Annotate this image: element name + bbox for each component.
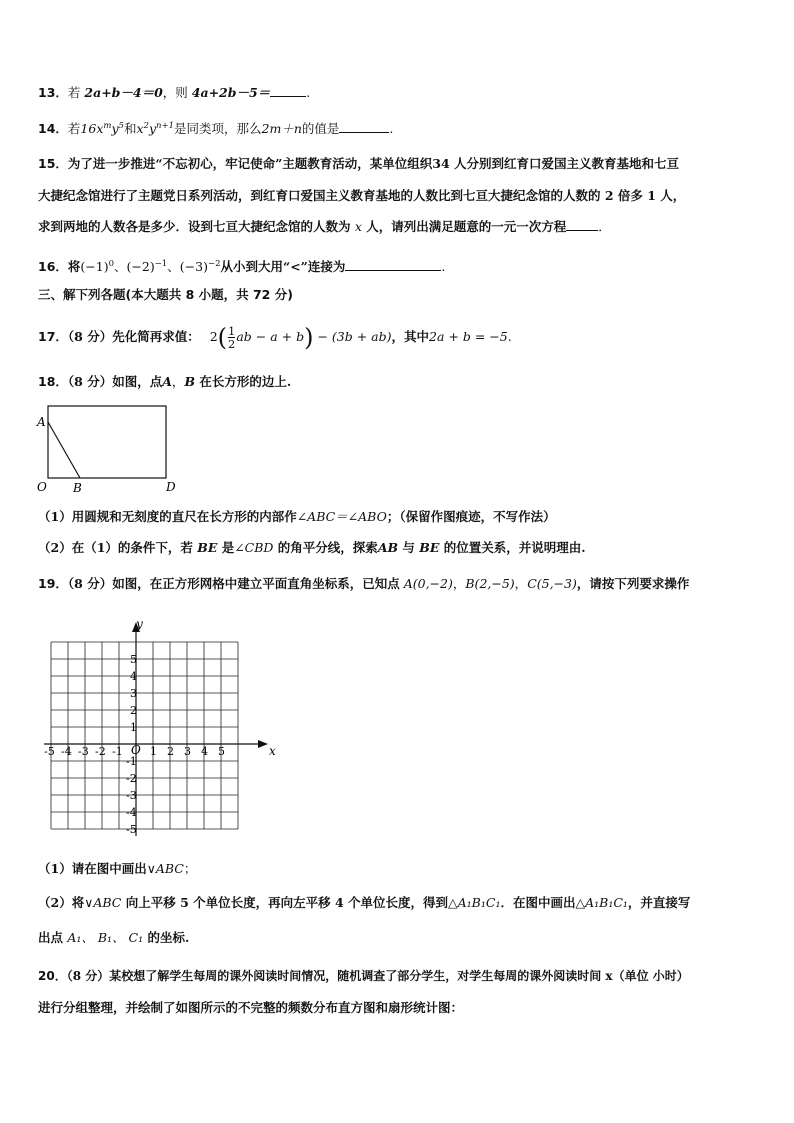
- question-number: 20．: [38, 969, 67, 983]
- expression: ∠CBD: [234, 540, 274, 555]
- answer-blank[interactable]: [270, 84, 306, 97]
- separator: ，: [171, 374, 185, 389]
- question-18: [38, 374, 291, 390]
- expression: ∠ABC＝∠ABO: [296, 509, 387, 524]
- text: （1）用圆规和无刻度的直尺在长方形的内部作: [38, 509, 297, 524]
- question-number: 13．: [38, 85, 68, 100]
- text: 向上平移 5 个单位长度，再向左平移 4 个单位长度，得到: [121, 895, 449, 910]
- section-heading: 三、解下列各题(本大题共 8 小题，共 72 分): [38, 287, 293, 302]
- y-tick-label: 4: [130, 670, 137, 683]
- text: 为了进一步推进“不忘初心，牢记使命”主题教育活动，某单位组织34 人分别到红育口爱国主义教育基地和七亘: [67, 156, 680, 171]
- y-tick-label: -1: [126, 755, 137, 768]
- expression: BE: [419, 540, 440, 555]
- y-tick-label: -3: [126, 789, 137, 802]
- question-18-part-1: [38, 509, 556, 525]
- expression: 4a+2b－5＝: [191, 85, 271, 100]
- expression: 2m＋n: [261, 121, 302, 137]
- denominator: 2: [228, 337, 236, 351]
- text: 进行分组整理，并绘制了如图所示的不完整的频数分布直方图和扇形统计图：: [38, 1000, 464, 1015]
- text: 的角平分线，探索: [273, 540, 378, 555]
- text: （1）请在图中画出: [38, 861, 147, 876]
- text: ，其中: [391, 329, 430, 344]
- triangle-notation: ∨ABC: [84, 895, 122, 910]
- text: ．: [598, 219, 611, 234]
- paren-right: ): [304, 323, 314, 352]
- question-18-part-2: [38, 540, 586, 556]
- x-tick-label: 1: [150, 745, 157, 758]
- expression: AB: [377, 540, 399, 555]
- text: （8 分）先化简再求值：: [67, 329, 200, 344]
- power-base: (−2): [126, 259, 155, 275]
- coefficient: 2: [209, 329, 218, 344]
- x-axis-arrow: [258, 740, 268, 748]
- points: A₁、 B₁、 C₁: [67, 930, 144, 945]
- question-19-part-2: [38, 895, 690, 911]
- text: ．在图中画出: [500, 895, 576, 910]
- question-15-line-3: [38, 218, 611, 235]
- term-base: y: [111, 121, 119, 137]
- x-tick-label: 4: [201, 745, 208, 758]
- text: 和: [123, 121, 137, 137]
- question-15-line-2: [38, 188, 685, 204]
- text: .: [389, 121, 394, 137]
- y-tick-label: 1: [130, 721, 137, 734]
- question-number: 17．: [38, 329, 68, 344]
- separator: ，: [514, 576, 528, 591]
- y-tick-label: 3: [130, 687, 137, 700]
- text: 若: [67, 85, 85, 100]
- label-A: A: [37, 415, 46, 429]
- x-tick-label: 3: [184, 745, 191, 758]
- text: .: [306, 85, 311, 100]
- question-17: [38, 323, 512, 352]
- question-19-part-1: [38, 861, 196, 877]
- y-tick-label: -2: [126, 772, 137, 785]
- fraction: [228, 325, 235, 350]
- origin-label: O: [131, 743, 141, 757]
- x-tick-label: -1: [112, 745, 123, 758]
- triangle-notation: △A₁B₁C₁: [448, 895, 501, 910]
- text: 在长方形的边上.: [195, 374, 292, 389]
- text: .: [507, 329, 512, 344]
- exponent: −2: [207, 259, 221, 269]
- text: 的值是: [301, 121, 340, 137]
- label-B: B: [73, 481, 82, 495]
- question-15-line-1: [38, 156, 679, 172]
- text: ，则: [162, 85, 192, 100]
- text: 是同类项，那么: [174, 121, 262, 137]
- text: 若: [67, 121, 81, 137]
- exponent: −1: [154, 259, 168, 269]
- text: 大捷纪念馆进行了主题党日系列活动，到红育口爱国主义教育基地的人数比到七亘大捷纪念馆的人数的 2 倍多 1 人，: [38, 188, 686, 203]
- text: .: [441, 259, 446, 275]
- text: （8 分）某校想了解学生每周的课外阅读时间情况，随机调查了部分学生，对学生每周的课外阅读时间 x（单位 小时）: [66, 969, 689, 983]
- x-tick-label: 2: [167, 745, 174, 758]
- point-A: A(0,−2): [403, 576, 453, 591]
- text: ，并直接写: [627, 895, 691, 910]
- separator: 、: [114, 259, 127, 275]
- term-base: 16x: [80, 121, 104, 137]
- answer-blank[interactable]: [566, 218, 598, 231]
- text: （2）在（1）的条件下，若: [38, 540, 198, 555]
- x-tick-label: -5: [44, 745, 55, 758]
- question-20-line-1: [38, 968, 689, 984]
- answer-blank[interactable]: [345, 258, 441, 271]
- label-O: O: [37, 480, 47, 494]
- term-2: [136, 121, 174, 136]
- text: 将: [67, 259, 81, 275]
- question-20-line-2: [38, 1000, 463, 1016]
- variable: x: [354, 219, 362, 234]
- text: （8 分）如图，在正方形网格中建立平面直角坐标系，已知点: [67, 576, 400, 591]
- y-tick-label: -5: [126, 823, 137, 836]
- x-axis-label: x: [269, 744, 276, 758]
- point-label: B: [184, 374, 196, 389]
- y-tick-label: -4: [126, 806, 137, 819]
- text: ；: [183, 861, 197, 876]
- text: 从小到大用“<”连接为: [220, 259, 346, 275]
- y-tick-label: 2: [130, 704, 137, 717]
- question-13: [38, 84, 310, 101]
- question-number: 18．: [38, 374, 68, 389]
- text: 的坐标.: [143, 930, 190, 945]
- answer-blank[interactable]: [339, 120, 389, 133]
- coordinate-grid: [36, 614, 286, 846]
- x-tick-label: -2: [95, 745, 106, 758]
- point-C: C(5,−3): [527, 576, 577, 591]
- question-number: 16．: [38, 259, 68, 275]
- condition: 2a + b = −5: [429, 329, 508, 344]
- paren-left: (: [217, 323, 228, 352]
- segment-AB: [48, 422, 80, 478]
- operator: −: [313, 329, 332, 344]
- text: 求到两地的人数各是多少．设到七亘大捷纪念馆的人数为: [38, 219, 355, 234]
- term-1: [80, 121, 124, 136]
- text: 与: [398, 540, 420, 555]
- term-base: y: [148, 121, 156, 137]
- y-tick-label: 5: [130, 653, 137, 666]
- expression: BE: [197, 540, 218, 555]
- triangle-notation: ∨ABC: [146, 861, 184, 876]
- rectangle-figure: [34, 402, 194, 498]
- separator: ，: [452, 576, 466, 591]
- text: ；（保留作图痕迹，不写作法）: [386, 509, 556, 524]
- question-number: 19．: [38, 576, 68, 591]
- text: （8 分）如图，点: [67, 374, 163, 389]
- exponent: 5: [118, 121, 124, 131]
- expression: ab − a + b: [236, 329, 305, 344]
- grid-lines: [51, 642, 238, 829]
- text: （2）将: [38, 895, 85, 910]
- exponent: n+1: [156, 121, 175, 131]
- x-tick-label: -4: [61, 745, 72, 758]
- x-tick-label: -3: [78, 745, 89, 758]
- term-base: x: [136, 121, 144, 137]
- x-tick-label: 5: [218, 745, 225, 758]
- question-number: 15．: [38, 156, 68, 171]
- point-label: A: [162, 374, 172, 389]
- text: 的位置关系，并说明理由.: [439, 540, 586, 555]
- exponent: 0: [108, 259, 115, 269]
- question-16: [38, 256, 445, 275]
- separator: 、: [167, 259, 180, 275]
- question-14: [38, 118, 393, 137]
- question-number: 14．: [38, 121, 68, 137]
- question-19-part-3: [38, 930, 189, 946]
- question-19: [38, 576, 689, 592]
- expression: (3b + ab): [331, 329, 392, 344]
- text: ，请按下列要求操作: [576, 576, 690, 591]
- text: 人，请列出满足题意的一元一次方程: [361, 219, 567, 234]
- label-D: D: [166, 480, 176, 494]
- power-base: (−3): [179, 259, 208, 275]
- exponent: m: [103, 121, 112, 131]
- triangle-notation: △A₁B₁C₁: [575, 895, 628, 910]
- numerator: 1: [228, 324, 236, 338]
- y-axis-label: y: [136, 617, 143, 631]
- point-B: B(2,−5): [465, 576, 515, 591]
- condition: 2a+b－4＝0: [84, 85, 163, 100]
- power-base: (−1): [80, 259, 109, 275]
- text: 出点: [38, 930, 68, 945]
- rectangle: [48, 406, 166, 478]
- exponent: 2: [143, 121, 149, 131]
- text: 是: [217, 540, 235, 555]
